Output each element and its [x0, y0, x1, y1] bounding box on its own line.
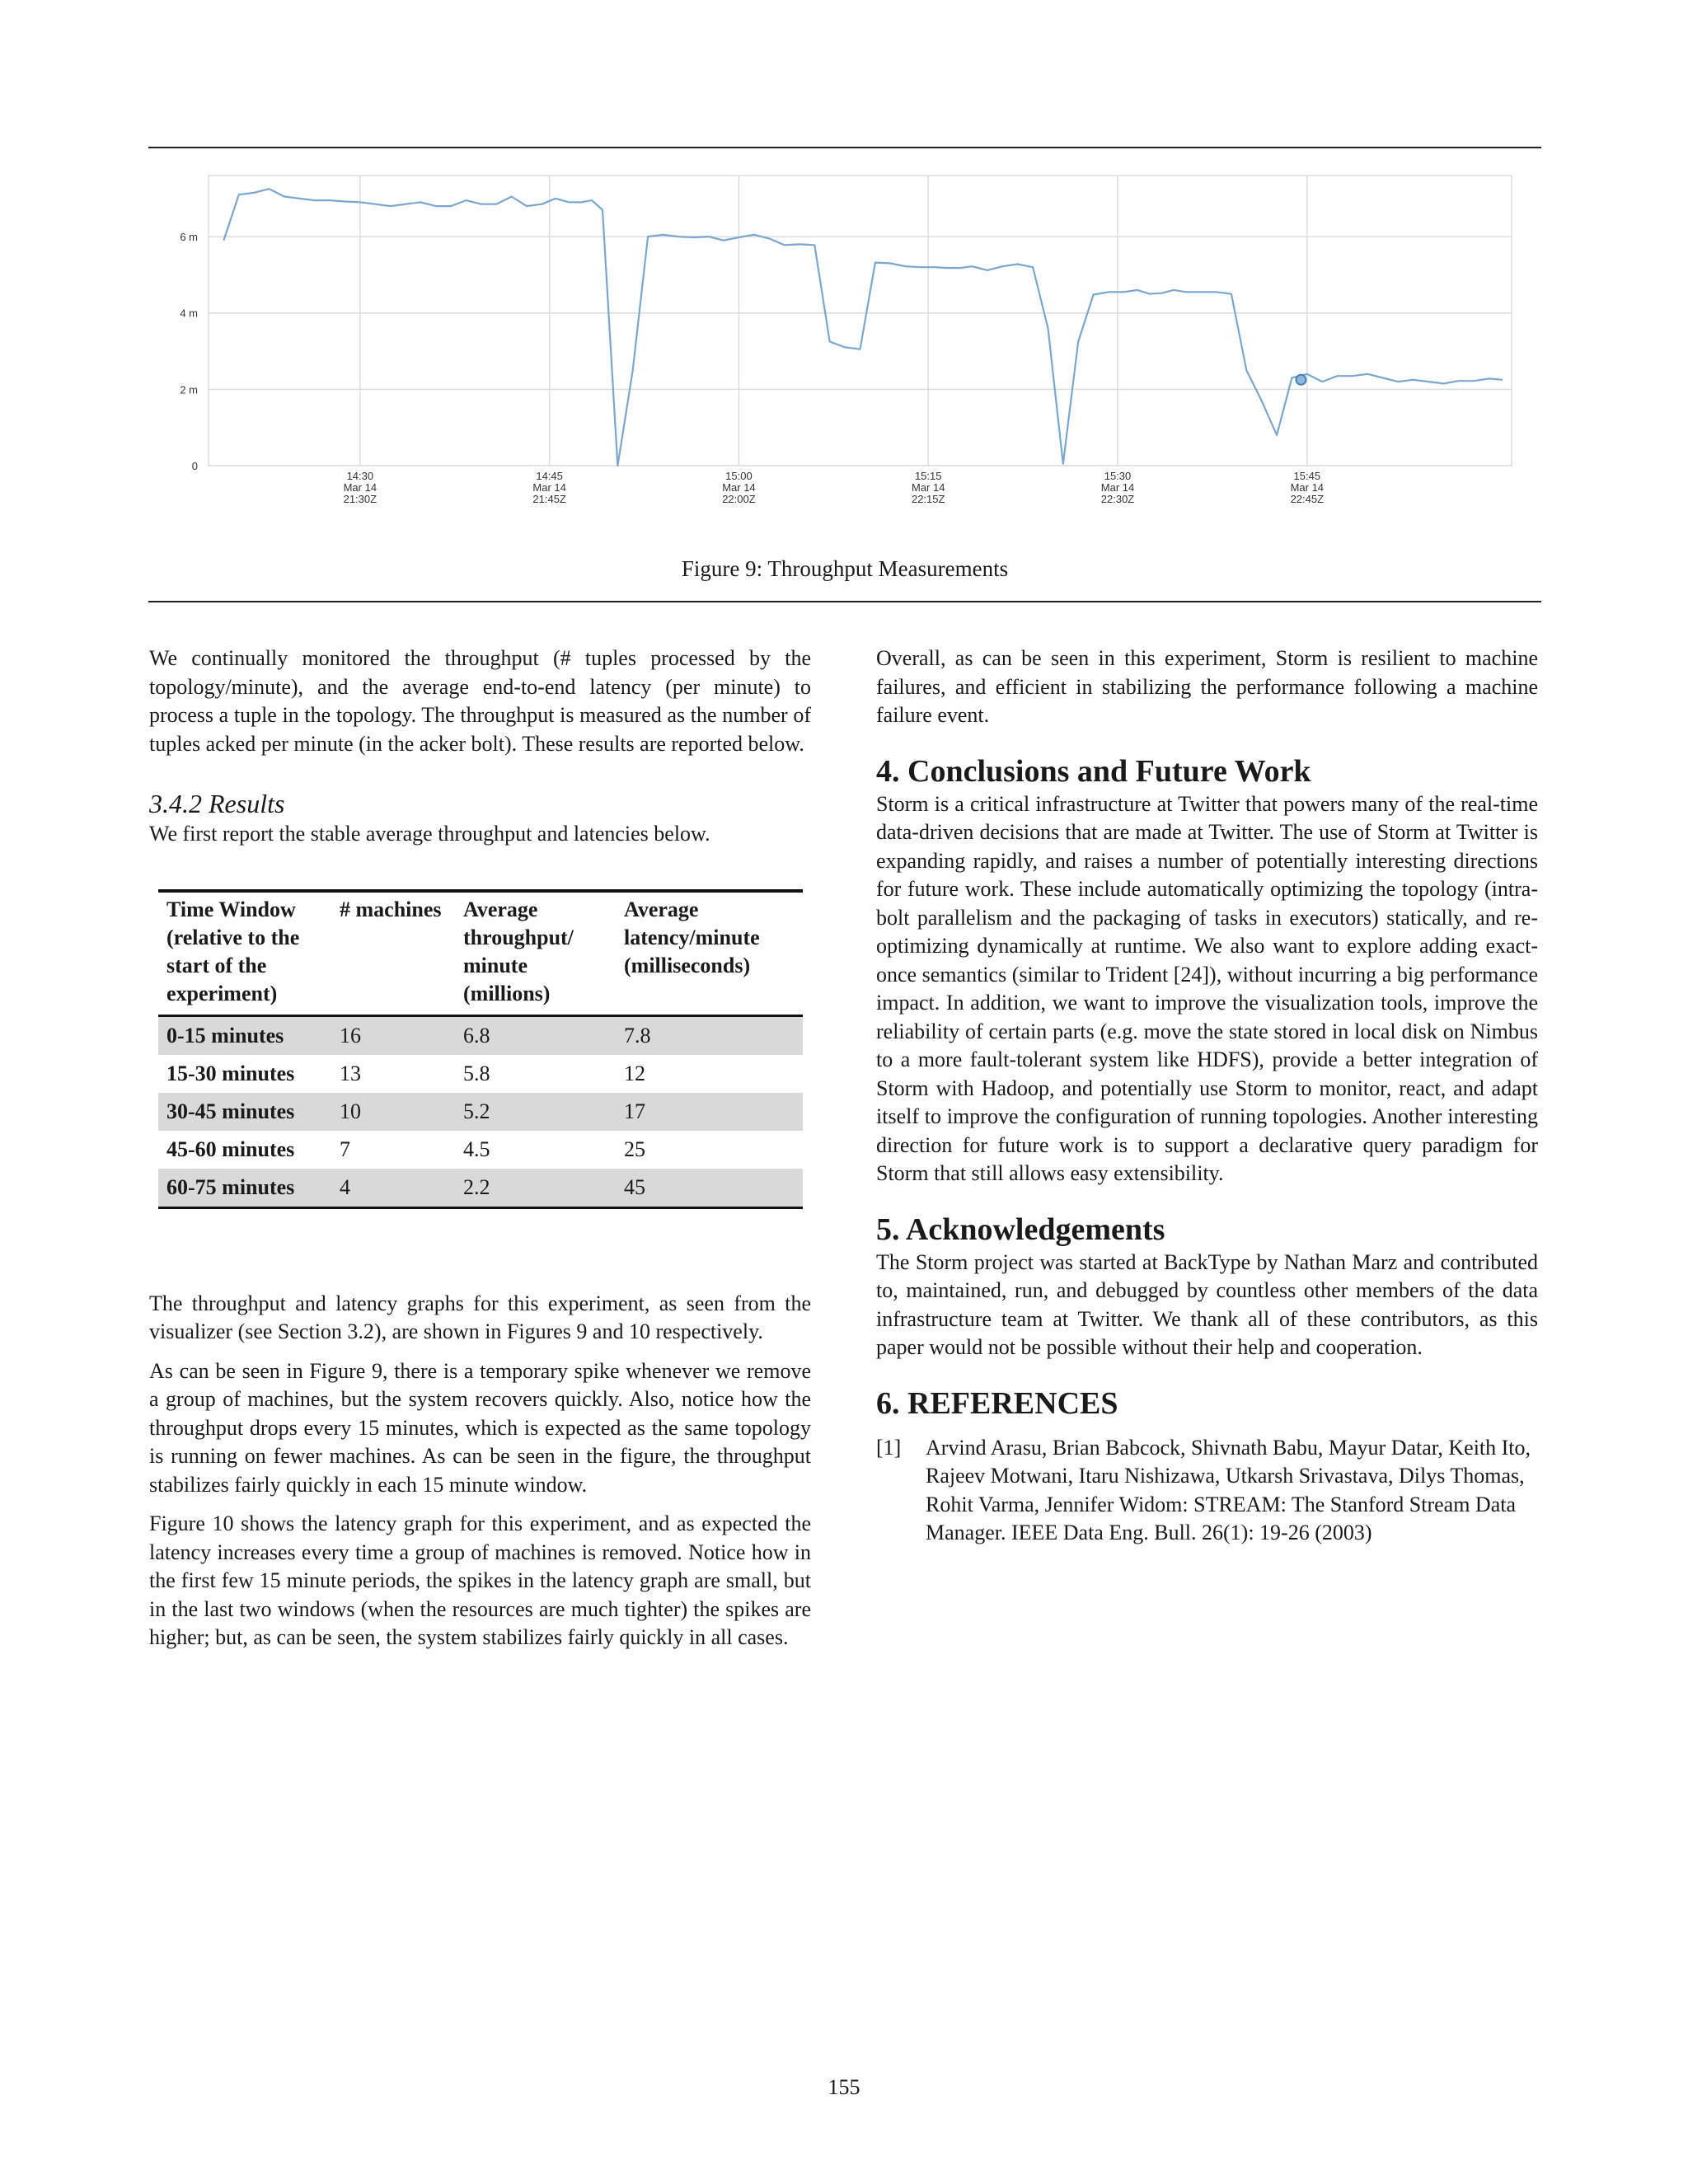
table-row [158, 1169, 803, 1208]
y-tick-label: 0 [191, 460, 198, 472]
header-throughput: Average throughput/ minute (millions) [463, 897, 574, 1005]
throughput-chart [148, 161, 1541, 515]
figure-top-rule [148, 147, 1541, 148]
section-4-text: Storm is a critical infrastructure at Twitter that powers many of the real-time data-driven decisions that are made at Twitter. The use of Storm at Twitter is expanding rapidly, and raises a number of potentially interesting directions for future work. These include automatically optimizing the topology (intra-bolt parallelism and the packaging of tasks in executors) statically, and re-optimizing dynamically at runtime. We also want to explore adding exact-once semantics (similar to Trident [24]), without incurring a big performance impact. In addition, we want to improve the visualization tools, improve the reliability of certain parts (e.g. move the state stored in local disk on Nimbus to a more fault-tolerant system like HDFS), provide a better integration of Storm with Hadoop, and potentially use Storm to monitor, react, and adapt itself to improve the configuration of running topologies. Another interesting direction for future work is to support a declarative query paradigm for Storm that still allows easy extensibility. [876, 791, 1538, 1185]
header-machines: # machines [340, 897, 442, 921]
cell-latency: 45 [624, 1174, 645, 1199]
x-tick-label: 15:15 [914, 470, 942, 482]
right-column [876, 644, 1538, 1548]
table-row [158, 1015, 803, 1055]
x-tick-label: Mar 14 [911, 481, 945, 494]
cell-throughput: 4.5 [463, 1137, 490, 1161]
x-tick-label: 21:30Z [343, 493, 377, 505]
y-tick-label: 2 m [180, 383, 198, 396]
header-time-window: Time Window (relative to the start of the experiment) [166, 897, 300, 1005]
cell-time-window: 60-75 minutes [166, 1174, 295, 1199]
x-tick-label: 21:45Z [532, 493, 566, 505]
cell-machines: 4 [340, 1174, 350, 1199]
section-5-heading: 5. Acknowledgements [876, 1212, 1165, 1247]
reference-number: [1] [876, 1435, 902, 1460]
figure9-paragraph: As can be seen in Figure 9, there is a temporary spike whenever we remove a group of machines, but the system recovers quickly. Also, notice how the throughput drops every 15 minutes, which is expected as the same topology is running on fewer machines. As can be seen in the figure, the throughput stabilizes fairly quickly in each 15 minute window. [149, 1358, 811, 1497]
section-5-text: The Storm project was started at BackType by Nathan Marz and contributed to, maintained, run, and debugged by countless other members of the data infrastructure team at Twitter. We thank all of these contributors, as this paper would not be possible without their help and cooperation. [876, 1249, 1538, 1359]
x-tick-label: Mar 14 [722, 481, 756, 494]
y-tick-label: 4 m [180, 307, 198, 320]
plot-background [148, 161, 1541, 515]
table-header-row [158, 891, 803, 1016]
x-tick-label: Mar 14 [1290, 481, 1325, 494]
x-tick-label: Mar 14 [343, 481, 377, 494]
y-tick-label: 6 m [180, 231, 198, 244]
throughput-figure [148, 161, 1541, 515]
cell-latency: 12 [624, 1061, 645, 1085]
cell-machines: 16 [340, 1023, 361, 1047]
subsection-title: 3.4.2 Results [149, 789, 285, 818]
table-row [158, 1093, 803, 1131]
subsection-intro: We first report the stable average throughput and latencies below. [149, 822, 710, 846]
page-number: 155 [828, 2075, 860, 2099]
figure-bottom-rule [148, 601, 1541, 602]
figure10-paragraph: Figure 10 shows the latency graph for this experiment, and as expected the latency increases every time a group of machines is removed. Notice how in the first few 15 minute periods, the spikes in the latency graph are small, but in the last two windows (when the resources are much tighter) the spikes are higher; but, as can be seen, the system stabilizes fairly quickly in all cases. [149, 1511, 811, 1649]
intro-paragraph: We continually monitored the throughput (# tuples processed by the topology/minute), and the average end-to-end latency (per minute) to process a tuple in the topology. The throughput is measured as the number of tuples acked per minute (in the acker bolt). These results are reported below. [149, 646, 811, 756]
x-tick-label: Mar 14 [532, 481, 566, 494]
table-row [158, 1131, 803, 1169]
cell-throughput: 6.8 [463, 1023, 490, 1047]
table-row [158, 1055, 803, 1093]
results-table [158, 889, 803, 1209]
x-tick-label: 15:30 [1104, 470, 1132, 482]
cell-time-window: 0-15 minutes [166, 1023, 284, 1047]
cell-latency: 25 [624, 1137, 645, 1161]
section-4-heading: 4. Conclusions and Future Work [876, 753, 1311, 789]
cell-machines: 10 [340, 1099, 361, 1123]
x-tick-label: Mar 14 [1100, 481, 1135, 494]
highlight-point-marker [1296, 375, 1306, 385]
x-tick-label: 15:45 [1293, 470, 1321, 482]
cell-time-window: 15-30 minutes [166, 1061, 295, 1085]
x-tick-label: 22:15Z [911, 493, 945, 505]
x-tick-label: 14:45 [536, 470, 563, 482]
x-tick-label: 15:00 [725, 470, 753, 482]
left-column [149, 644, 811, 1663]
section-6-heading: 6. REFERENCES [876, 1385, 1118, 1421]
x-tick-label: 22:30Z [1100, 493, 1135, 505]
reference-text: Arvind Arasu, Brian Babcock, Shivnath Babu, Mayur Datar, Keith Ito, Rajeev Motwani, Itaru Nishizawa, Utkarsh Srivastava, Dilys Thomas, Rohit Varma, Jennifer Widom: STREAM: The Stanford Stream Data Manager. IEEE Data Eng. Bull. 26(1): 19-26 (2003) [926, 1435, 1531, 1544]
cell-throughput: 5.8 [463, 1061, 490, 1085]
figure-caption: Figure 9: Throughput Measurements [681, 556, 1009, 581]
x-tick-label: 22:45Z [1290, 493, 1325, 505]
cell-latency: 7.8 [624, 1023, 651, 1047]
overall-paragraph: Overall, as can be seen in this experiment, Storm is resilient to machine failures, and efficient in stabilizing the performance following a machine failure event. [876, 646, 1538, 727]
cell-latency: 17 [624, 1099, 645, 1123]
x-tick-label: 22:00Z [722, 493, 756, 505]
cell-time-window: 45-60 minutes [166, 1137, 295, 1161]
cell-time-window: 30-45 minutes [166, 1099, 295, 1123]
header-latency: Average latency/minute (milliseconds) [624, 897, 760, 977]
cell-throughput: 2.2 [463, 1174, 490, 1199]
x-tick-label: 14:30 [346, 470, 374, 482]
graphs-paragraph: The throughput and latency graphs for this experiment, as seen from the visualizer (see Section 3.2), are shown in Figures 9 and 10 respectively. [149, 1291, 811, 1343]
cell-machines: 7 [340, 1137, 350, 1161]
cell-machines: 13 [340, 1061, 361, 1085]
cell-throughput: 5.2 [463, 1099, 490, 1123]
reference-1 [876, 1434, 1538, 1548]
